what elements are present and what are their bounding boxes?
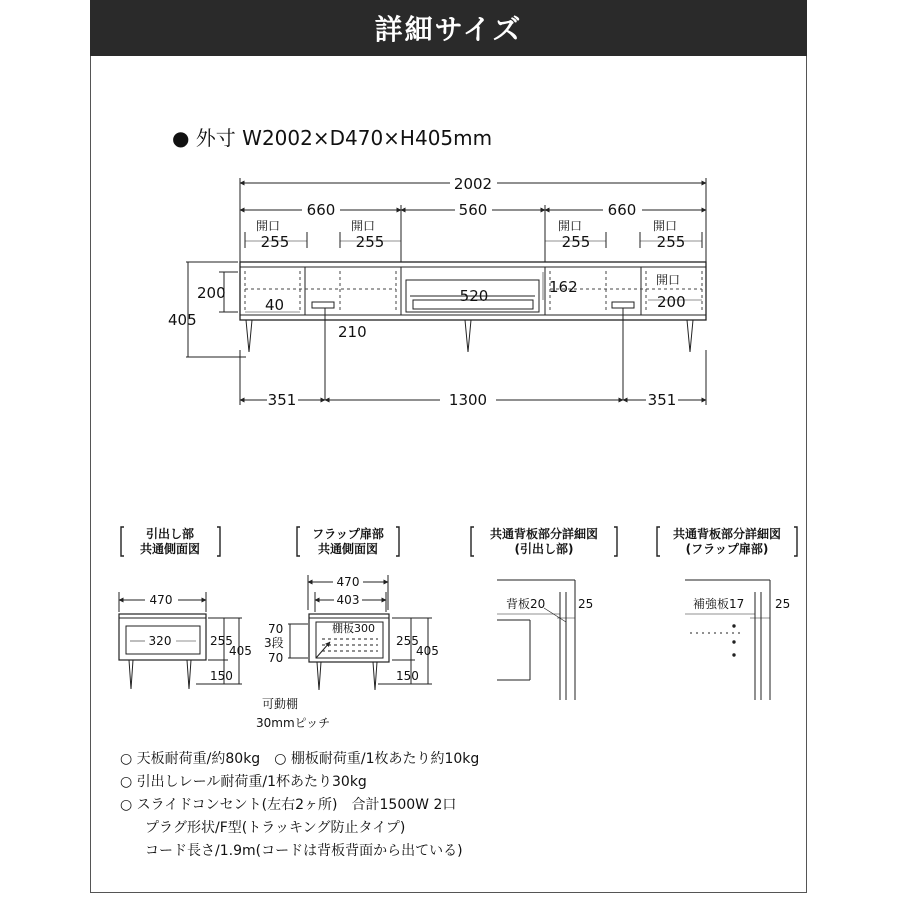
back2-dim: 25 xyxy=(775,597,791,611)
side1-h405: 405 xyxy=(229,644,252,658)
side1-h255: 255 xyxy=(210,634,233,648)
side2-inner: 403 xyxy=(336,593,360,607)
note-load-top: ○ 天板耐荷重/約80kg ○ 棚板耐荷重/1枚あたり約10kg xyxy=(120,751,480,767)
label-right-opening: 開口 xyxy=(656,273,681,287)
note-load-drawer: ○ 引出しレール耐荷重/1杯あたり30kg xyxy=(120,774,367,790)
detail1-subtitle: 共通側面図 xyxy=(139,542,201,556)
note-outlet: ○ スライドコンセント(左右2ヶ所) 合計1500W 2口 xyxy=(120,797,457,813)
detail4-subtitle: (フラップ扉部) xyxy=(685,542,769,556)
dim-opening-2: 255 xyxy=(355,233,385,251)
detail4-title: 共通背板部分詳細図 xyxy=(672,527,782,541)
dim-drawer-40: 40 xyxy=(265,296,285,314)
side2-note2: 30mmピッチ xyxy=(256,716,331,730)
dim-total-height: 405 xyxy=(168,311,197,329)
label-opening-4: 開口 xyxy=(653,219,678,233)
detail2-subtitle: 共通側面図 xyxy=(317,542,379,556)
side2-d70a: 70 xyxy=(268,622,284,636)
side2-steps: 3段 xyxy=(264,636,284,650)
dim-center-162: 162 xyxy=(549,278,578,296)
back1-dim: 25 xyxy=(578,597,594,611)
side1-width: 470 xyxy=(149,593,173,607)
back1-label: 背板20 xyxy=(506,597,546,611)
side2-h405: 405 xyxy=(416,644,439,658)
dim-bottom-left: 351 xyxy=(267,391,297,409)
outer-size-heading: ● 外寸 W2002×D470×H405mm xyxy=(172,126,493,150)
label-opening-3: 開口 xyxy=(558,219,583,233)
side2-width: 470 xyxy=(336,575,360,589)
dim-total-width: 2002 xyxy=(453,175,493,193)
side1-h150: 150 xyxy=(210,669,233,683)
dim-right-width: 660 xyxy=(607,201,637,219)
detail2-title: フラップ扉部 xyxy=(312,527,384,541)
dim-inner-height: 200 xyxy=(197,284,226,302)
side2-note1: 可動棚 xyxy=(262,697,299,711)
dim-opening-1: 255 xyxy=(260,233,290,251)
label-opening-1: 開口 xyxy=(256,219,281,233)
back2-label: 補強板17 xyxy=(693,597,745,611)
dim-center-width: 560 xyxy=(458,201,488,219)
detail3-title: 共通背板部分詳細図 xyxy=(489,527,599,541)
dim-leg-210: 210 xyxy=(338,323,367,341)
dim-opening-4: 255 xyxy=(656,233,686,251)
side2-shelf: 棚板300 xyxy=(332,622,375,635)
note-cord: コード長さ/1.9m(コードは背板背面から出ている) xyxy=(145,843,463,859)
label-opening-2: 開口 xyxy=(351,219,376,233)
page-title: 詳細サイズ xyxy=(90,0,807,56)
side1-inner: 320 xyxy=(148,634,172,648)
dim-center-520: 520 xyxy=(459,287,489,305)
detail1-title: 引出し部 xyxy=(145,527,195,541)
detail3-subtitle: (引出し部) xyxy=(514,542,574,556)
dim-bottom-center: 1300 xyxy=(448,391,488,409)
spec-notes xyxy=(120,748,479,863)
note-plug: プラグ形状/F型(トラッキング防止タイプ) xyxy=(145,820,406,836)
dim-right-opening-200: 200 xyxy=(657,293,686,311)
dim-opening-3: 255 xyxy=(561,233,591,251)
side2-d70b: 70 xyxy=(268,651,284,665)
dim-bottom-right: 351 xyxy=(647,391,677,409)
side2-h255: 255 xyxy=(396,634,419,648)
side2-h150: 150 xyxy=(396,669,419,683)
dim-left-width: 660 xyxy=(306,201,336,219)
